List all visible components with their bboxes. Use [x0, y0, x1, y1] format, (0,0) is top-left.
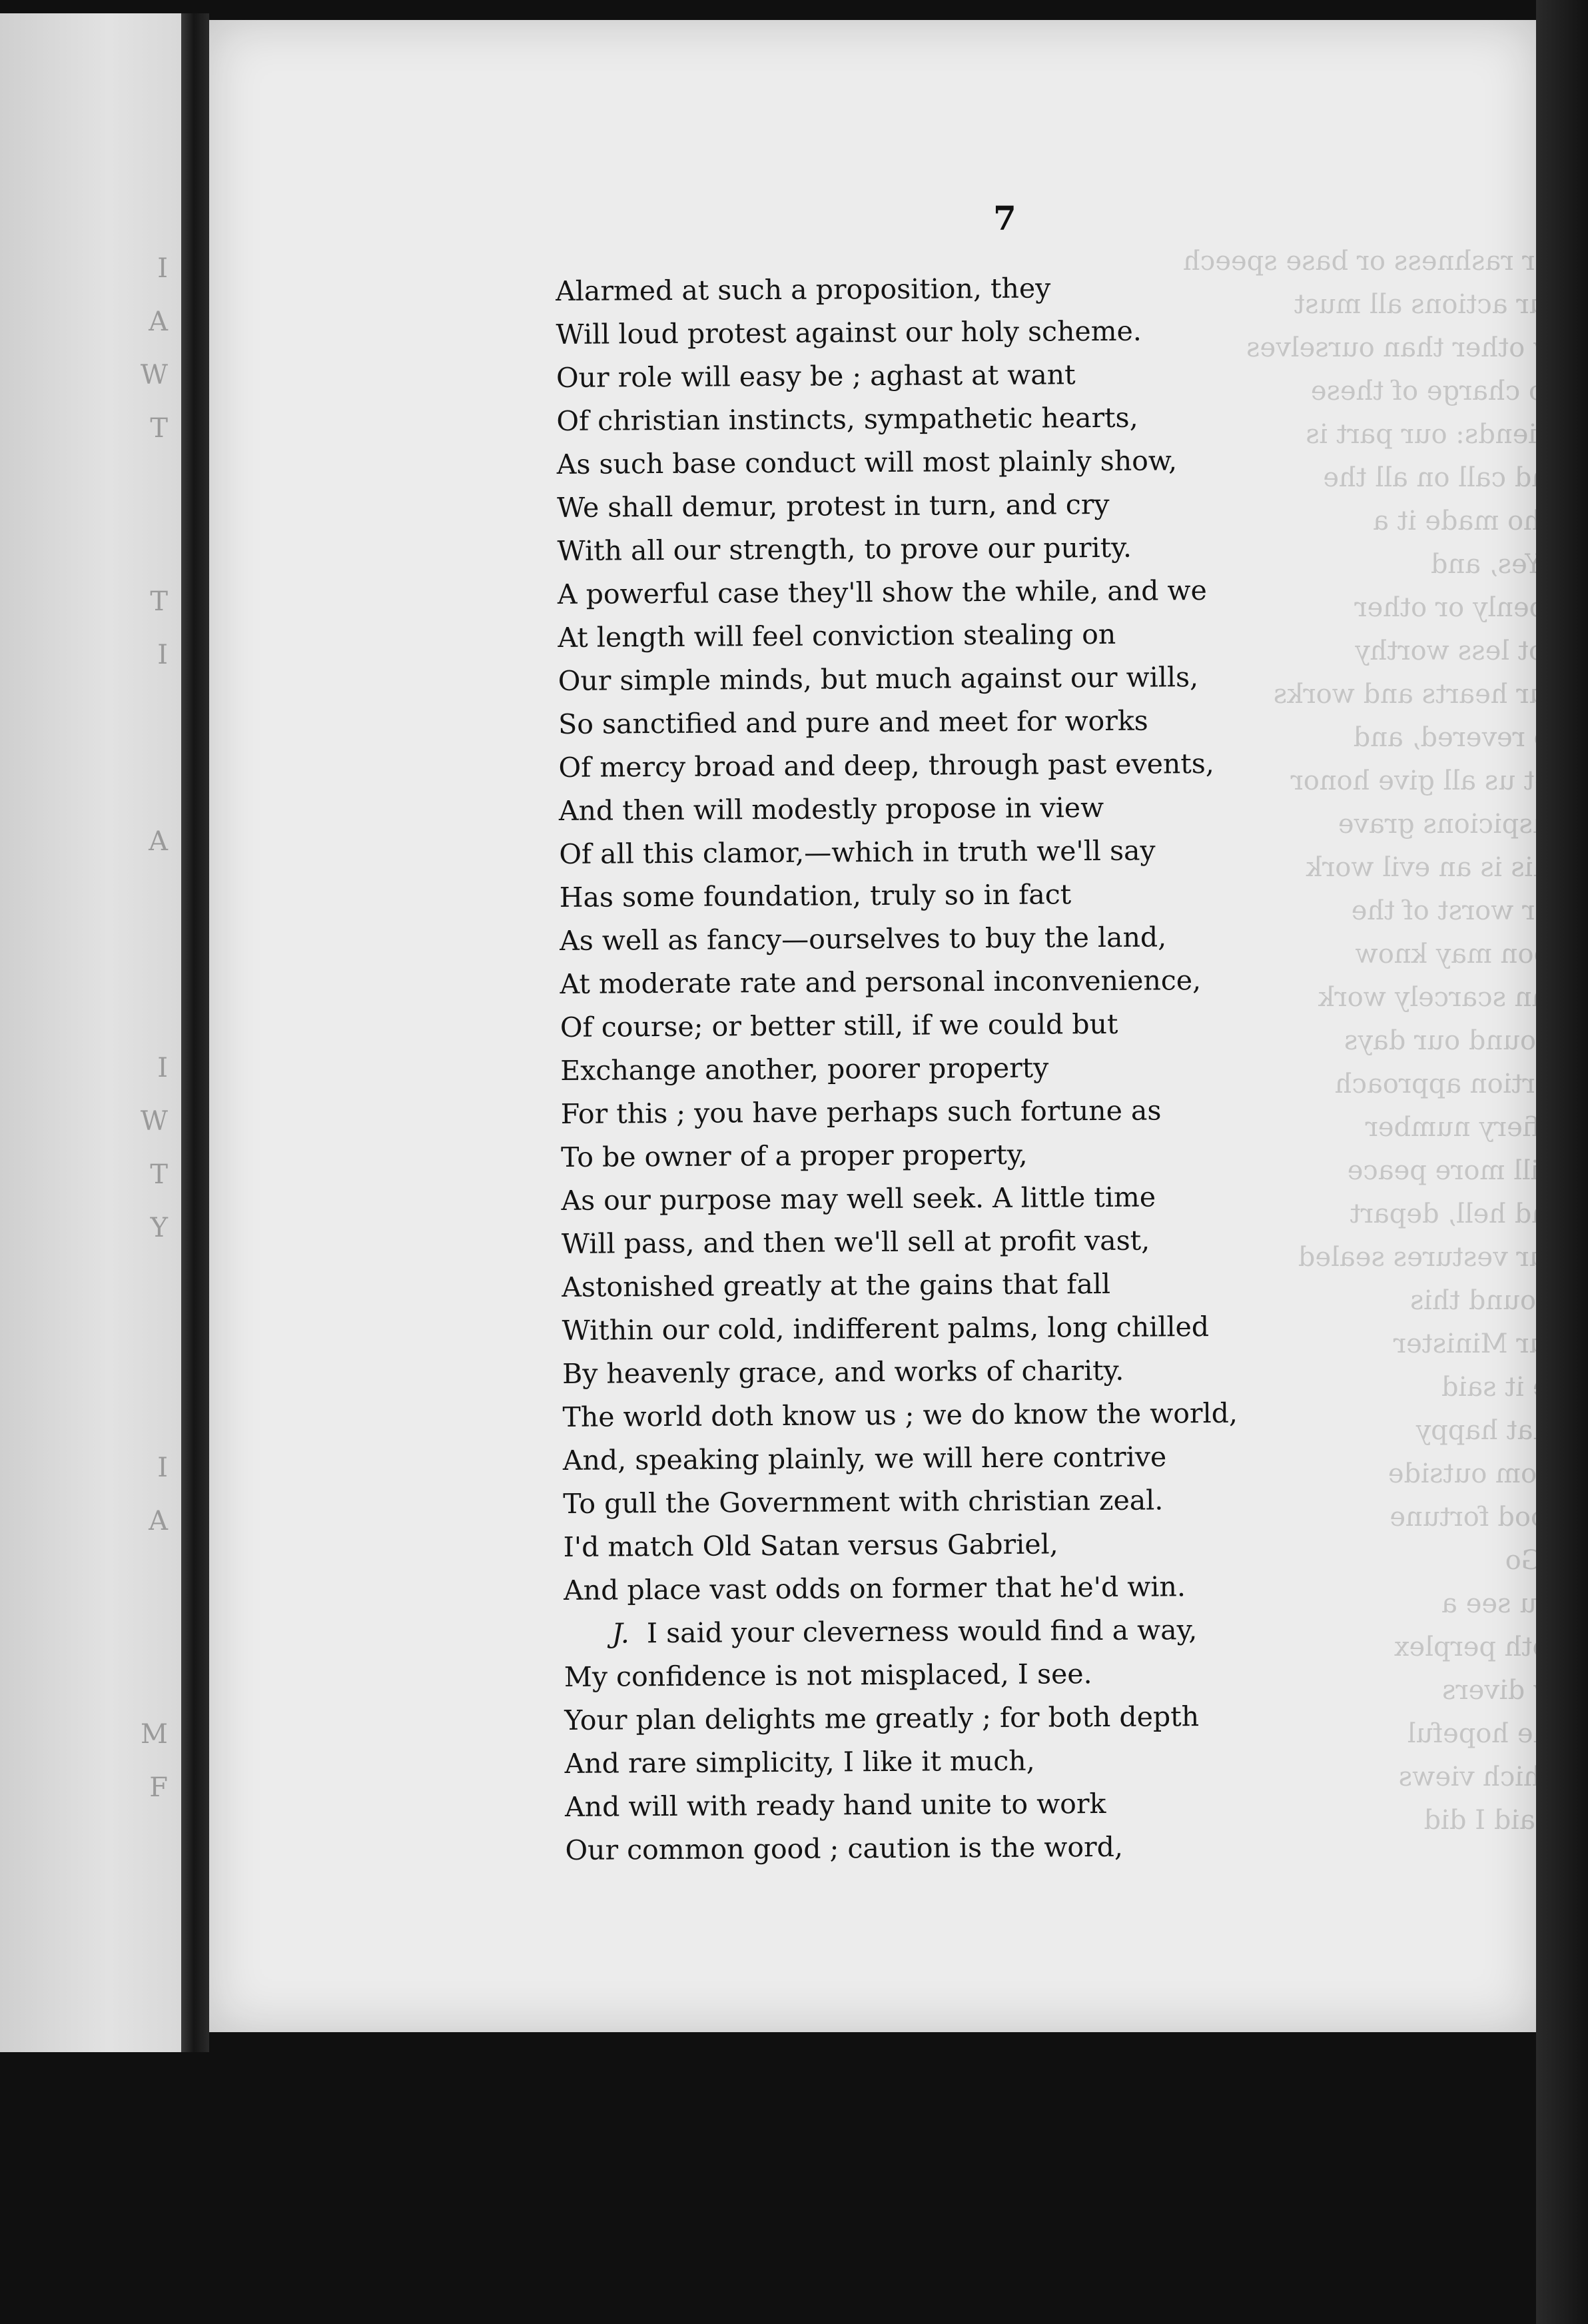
verse-line: At length will feel conviction stealing on: [558, 618, 1116, 654]
verse-line: As well as fancy—ourselves to buy the land,: [560, 921, 1167, 957]
speaker-reply-line: [564, 1608, 1239, 1656]
facing-page-edge: I A W T T I A I W T Y I A M F: [0, 13, 181, 2052]
verse-line: Exchange another, poorer property: [560, 1051, 1049, 1087]
verse-line: Astonished greatly at the gains that fall: [562, 1267, 1111, 1303]
verse-line: For this ; you have perhaps such fortune as: [560, 1094, 1162, 1130]
verse-line: Our role will easy be ; aghast at want: [556, 358, 1076, 394]
verse-line: Has some foundation, truly so in fact: [559, 878, 1072, 913]
verse-line: The world doth know us ; we do know the world,: [562, 1397, 1238, 1433]
verse-line: So sanctified and pure and meet for works: [558, 704, 1148, 740]
verse-line: Our simple minds, but much against our wills,: [558, 661, 1199, 697]
verse-line: As such base conduct will most plainly show,: [556, 444, 1178, 480]
verse-line: At moderate rate and personal inconvenience,: [560, 964, 1202, 1000]
show-through-text: For rashness or base speech Our actions all must By other than ourselves No charge of these Friends: our part is And call on all the Who made it a J. Yes, and Openly or other Not less worthy Our hearts and works So revered, and Let us all give honor Suspicions grave This is an evil work For worst of the Soon may know Can scarcely work Around our days Portion approach A fiery number Still more peace And hell, depart Our vestures sealed Around this Our Minister Be it said That happy From outside Good fortune Go You see a Both perplex By divers The hopeful Which views I said I did: [1183, 246, 1568, 1836]
verse-line: By heavenly grace, and works of charity.: [562, 1354, 1124, 1390]
verse-line: We shall demur, protest in turn, and cry: [557, 488, 1110, 524]
verse-line: Alarmed at such a proposition, they: [556, 272, 1051, 307]
verse-line: Within our cold, indifferent palms, long chilled: [562, 1311, 1210, 1347]
page-number: 7: [993, 199, 1016, 238]
book-gutter: [181, 13, 209, 2052]
verse-line: Will loud protest against our holy scheme.: [556, 314, 1142, 350]
verse-line: Of all this clamor,—which in truth we'll say: [559, 834, 1156, 870]
verse-line: My confidence is not misplaced, I see.: [564, 1658, 1092, 1693]
verse-line: Our common good ; caution is the word,: [565, 1830, 1124, 1866]
verse-line: And, speaking plainly, we will here contrive: [562, 1441, 1167, 1476]
book-page: [209, 20, 1568, 2032]
verse-line: And place vast odds on former that he'd win.: [563, 1570, 1186, 1606]
verse-line-text: I said your cleverness would find a way,: [646, 1614, 1198, 1650]
verse-line: And will with ready hand unite to work: [564, 1787, 1106, 1823]
verse-line: A powerful case they'll show the while, and we: [557, 574, 1207, 610]
verse-line: Will pass, and then we'll sell at profit vast,: [561, 1224, 1150, 1260]
verse-line: Of mercy broad and deep, through past events,: [558, 747, 1215, 784]
speaker-initial: J.: [611, 1617, 629, 1650]
verse-line: To gull the Government with christian zeal.: [563, 1484, 1164, 1520]
verse-line: Of christian instincts, sympathetic hearts,: [556, 401, 1138, 437]
verse-line: With all our strength, to prove our purity.: [557, 531, 1132, 567]
verse-line: I'd match Old Satan versus Gabriel,: [563, 1528, 1058, 1563]
verse-line: Your plan delights me greatly ; for both depth: [564, 1700, 1200, 1736]
verse-line: Of course; or better still, if we could but: [560, 1007, 1118, 1043]
scan-border: [1536, 0, 1588, 2324]
verse-line: And then will modestly propose in view: [558, 791, 1104, 827]
verse-line: To be owner of a proper property,: [560, 1138, 1028, 1173]
verse-line: As our purpose may well seek. A little time: [561, 1181, 1156, 1217]
verse-block: [556, 266, 1240, 1872]
verse-line: And rare simplicity, I like it much,: [564, 1744, 1035, 1780]
